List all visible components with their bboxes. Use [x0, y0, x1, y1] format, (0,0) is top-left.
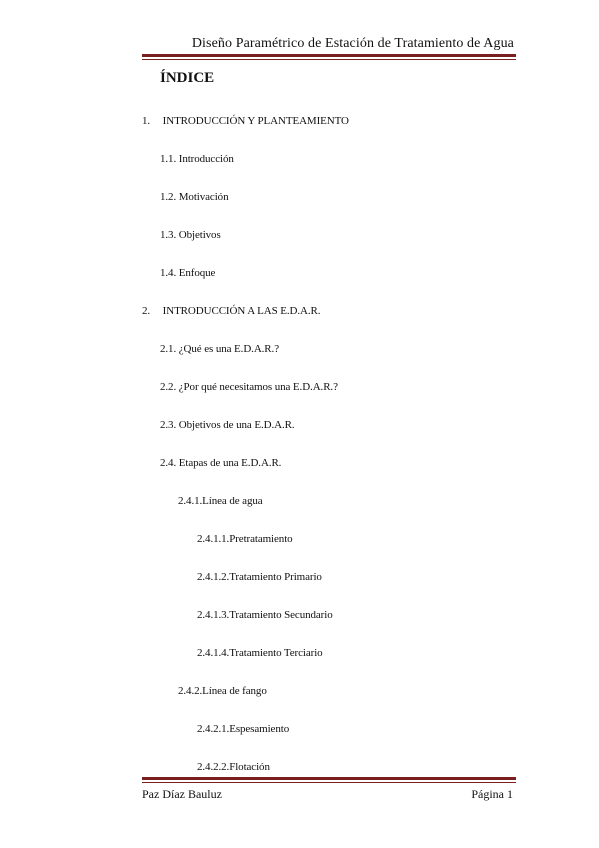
toc-entry-2-4-1-1[interactable]: 2.4.1.1.Pretratamiento — [197, 533, 293, 545]
toc-entry-2-4-1-4[interactable]: 2.4.1.4.Tratamiento Terciario — [197, 647, 323, 659]
toc-entry-2-1[interactable]: 2.1. ¿Qué es una E.D.A.R.? — [160, 343, 279, 355]
toc-entry-number: 2. — [142, 305, 151, 317]
toc-entry-text: INTRODUCCIÓN Y PLANTEAMIENTO — [162, 115, 349, 127]
toc-entry-2-4-1-3[interactable]: 2.4.1.3.Tratamiento Secundario — [197, 609, 333, 621]
toc-entry-2-4-1-2[interactable]: 2.4.1.2.Tratamiento Primario — [197, 571, 322, 583]
toc-entry-2-4-2[interactable]: 2.4.2.Línea de fango — [178, 685, 267, 697]
toc-entry-1-3[interactable]: 1.3. Objetivos — [160, 229, 221, 241]
toc-entry-text: INTRODUCCIÓN A LAS E.D.A.R. — [162, 305, 321, 317]
header-rule-thin — [142, 59, 516, 60]
page-header-title: Diseño Paramétrico de Estación de Tratamiento de Agua — [191, 36, 514, 51]
toc-entry-number: 1. — [142, 115, 151, 127]
toc-entry-1[interactable] — [142, 114, 349, 128]
footer-rule-thick — [142, 777, 516, 780]
toc-entry-2-4-2-2[interactable]: 2.4.2.2.Flotación — [197, 761, 270, 773]
footer-author: Paz Díaz Bauluz — [142, 787, 222, 801]
toc-entry-1-2[interactable]: 1.2. Motivación — [160, 191, 229, 203]
toc-entry-2-4-1[interactable]: 2.4.1.Línea de agua — [178, 495, 263, 507]
toc-heading: ÍNDICE — [160, 70, 215, 86]
footer-page-number: Página 1 — [471, 787, 513, 801]
toc-entry-2-3[interactable]: 2.3. Objetivos de una E.D.A.R. — [160, 419, 295, 431]
toc-entry-2-2[interactable]: 2.2. ¿Por qué necesitamos una E.D.A.R.? — [160, 381, 338, 393]
toc-entry-1-1[interactable]: 1.1. Introducción — [160, 153, 234, 165]
footer-rule-thin — [142, 782, 516, 783]
header-rule-thick — [142, 54, 516, 57]
toc-entry-2-4[interactable]: 2.4. Etapas de una E.D.A.R. — [160, 457, 282, 469]
toc-entry-2[interactable] — [142, 304, 320, 318]
toc-entry-2-4-2-1[interactable]: 2.4.2.1.Espesamiento — [197, 723, 290, 735]
toc-entry-1-4[interactable]: 1.4. Enfoque — [160, 267, 216, 279]
